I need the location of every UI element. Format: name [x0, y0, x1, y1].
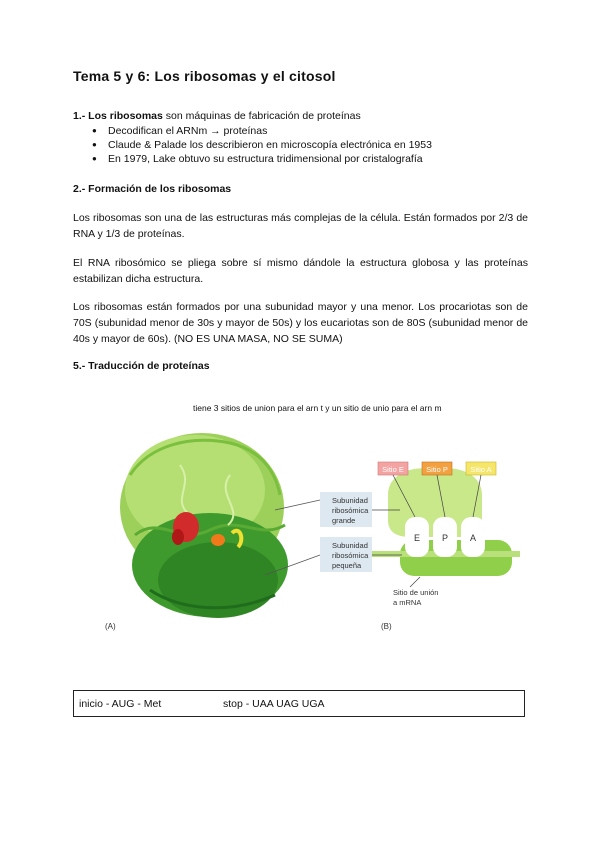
small-subunit-label-2: ribosómica — [332, 551, 369, 560]
start-codon-text: inicio - AUG - Met — [79, 698, 162, 710]
slot-e: E — [413, 533, 421, 543]
codon-box — [73, 690, 525, 717]
label-site-a: Sitio A — [470, 465, 492, 474]
slot-a: A — [469, 533, 477, 543]
figure-label-a: (A) — [105, 622, 116, 631]
paragraph: Los ribosomas son una de las estructuras más complejas de la célula. Están formados por 2/3 de RNA y 1/3 de proteínas. — [73, 212, 528, 240]
list-item: ● En 1979, Lake obtuvo su estructura tridimensional por cristalografía — [92, 152, 432, 166]
ribosome-figure — [100, 415, 520, 635]
large-subunit-label-3: grande — [332, 516, 356, 525]
list-item: ● Decodifican el ARNm → proteínas — [92, 124, 432, 138]
small-subunit-label-1: Subunidad — [332, 541, 368, 550]
mrna-site-label-2: a mRNA — [393, 598, 422, 607]
p-site-trna — [211, 534, 225, 546]
ribosome-3d-model — [120, 433, 320, 618]
small-subunit-label-3: pequeña — [332, 561, 362, 570]
paragraph: El RNA ribosómico se pliega sobre sí mismo dándole la estructura globosa y las proteínas estabilizan dicha estructura. — [73, 257, 528, 285]
paragraph: Los ribosomas están formados por una subunidad mayor y una menor. Los procariotas son de 70S (subunidad menor de 30s y mayor de 50s) y los eucariotas son de 80S (subunidad menor de 40s y mayor de 60s). (NO ES UNA MASA, NO SE SUMA) — [73, 301, 528, 345]
label-site-p: Sitio P — [426, 465, 448, 474]
section-1-heading — [73, 110, 361, 122]
list-item: ● Claude & Palade los describieron en microscopía electrónica en 1953 — [92, 138, 432, 152]
page-title: Tema 5 y 6: Los ribosomas y el citosol — [73, 68, 336, 84]
ribosome-schematic — [320, 462, 520, 607]
figure-note: tiene 3 sitios de union para el arn t y un sitio de unio para el arn m — [193, 403, 442, 413]
stop-codon-text: stop - UAA UAG UGA — [223, 698, 325, 710]
section-1-bold: Los ribosomas — [88, 110, 163, 122]
large-subunit-label-2: ribosómica — [332, 506, 369, 515]
section-1-bullets — [92, 124, 432, 166]
section-1-rest: son máquinas de fabricación de proteínas — [162, 110, 361, 122]
figure-label-b: (B) — [381, 622, 392, 631]
label-site-e: Sitio E — [382, 465, 404, 474]
large-subunit-label-1: Subunidad — [332, 496, 368, 505]
slot-p: P — [441, 533, 449, 543]
section-2-heading: 2.- Formación de los ribosomas — [73, 183, 232, 195]
section-5-heading: 5.- Traducción de proteínas — [73, 360, 210, 372]
mrna-site-label-1: Sitio de unión — [393, 588, 439, 597]
section-1-number: 1.- — [73, 110, 89, 122]
